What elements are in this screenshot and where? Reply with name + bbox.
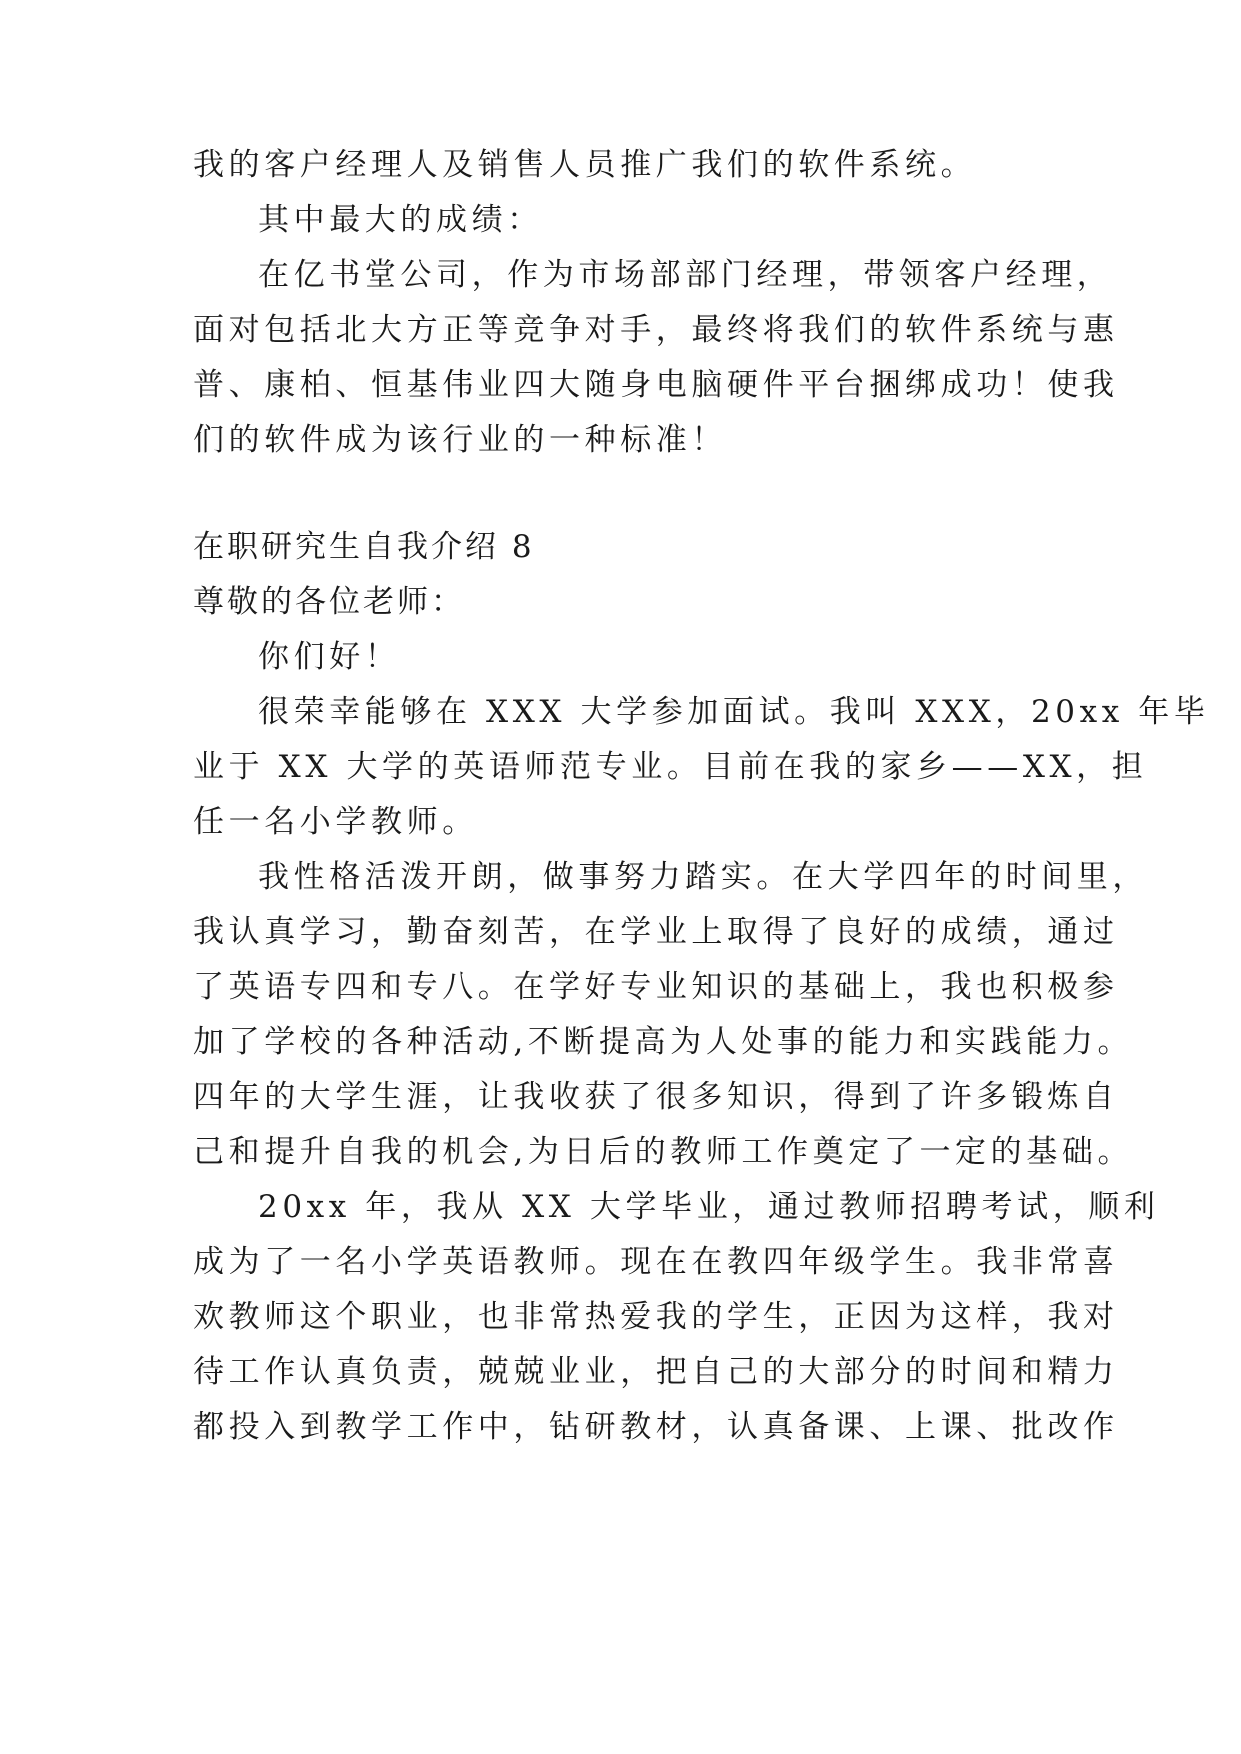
paragraph-line: 我的客户经理人及销售人员推广我们的软件系统。	[193, 147, 977, 183]
paragraph-line: 我性格活泼开朗，做事努力踏实。在大学四年的时间里，	[258, 859, 1148, 895]
paragraph-line: 们的软件成为该行业的一种标准！	[193, 422, 727, 458]
salutation: 尊敬的各位老师：	[193, 584, 465, 620]
paragraph-line: 己和提升自我的机会,为日后的教师工作奠定了一定的基础。	[193, 1134, 1134, 1170]
greeting: 你们好！	[258, 639, 401, 675]
paragraph-line: 都投入到教学工作中，钻研教材，认真备课、上课、批改作	[193, 1409, 1119, 1445]
section-heading: 在职研究生自我介绍 8	[193, 529, 535, 565]
paragraph-line: 了英语专四和专八。在学好专业知识的基础上，我也积极参	[193, 969, 1119, 1005]
paragraph-line: 普、康柏、恒基伟业四大随身电脑硬件平台捆绑成功！使我	[193, 367, 1119, 403]
paragraph-line: 任一名小学教师。	[193, 804, 478, 840]
paragraph-line: 在亿书堂公司，作为市场部部门经理，带领客户经理，	[258, 257, 1113, 293]
paragraph-line: 20xx 年，我从 XX 大学毕业，通过教师招聘考试，顺利	[258, 1189, 1160, 1225]
paragraph-line: 很荣幸能够在 XXX 大学参加面试。我叫 XXX，20xx 年毕	[258, 694, 1210, 730]
paragraph-line: 其中最大的成绩：	[258, 202, 543, 238]
paragraph-line: 加了学校的各种活动,不断提高为人处事的能力和实践能力。	[193, 1024, 1134, 1060]
paragraph-line: 欢教师这个职业，也非常热爱我的学生，正因为这样，我对	[193, 1299, 1119, 1335]
paragraph-line: 面对包括北大方正等竞争对手，最终将我们的软件系统与惠	[193, 312, 1119, 348]
paragraph-line: 业于 XX 大学的英语师范专业。目前在我的家乡——XX，担	[193, 749, 1148, 785]
paragraph-line: 待工作认真负责，兢兢业业，把自己的大部分的时间和精力	[193, 1354, 1119, 1390]
paragraph-line: 四年的大学生涯，让我收获了很多知识，得到了许多锻炼自	[193, 1079, 1119, 1115]
paragraph-line: 成为了一名小学英语教师。现在在教四年级学生。我非常喜	[193, 1244, 1119, 1280]
paragraph-line: 我认真学习，勤奋刻苦，在学业上取得了良好的成绩，通过	[193, 914, 1119, 950]
